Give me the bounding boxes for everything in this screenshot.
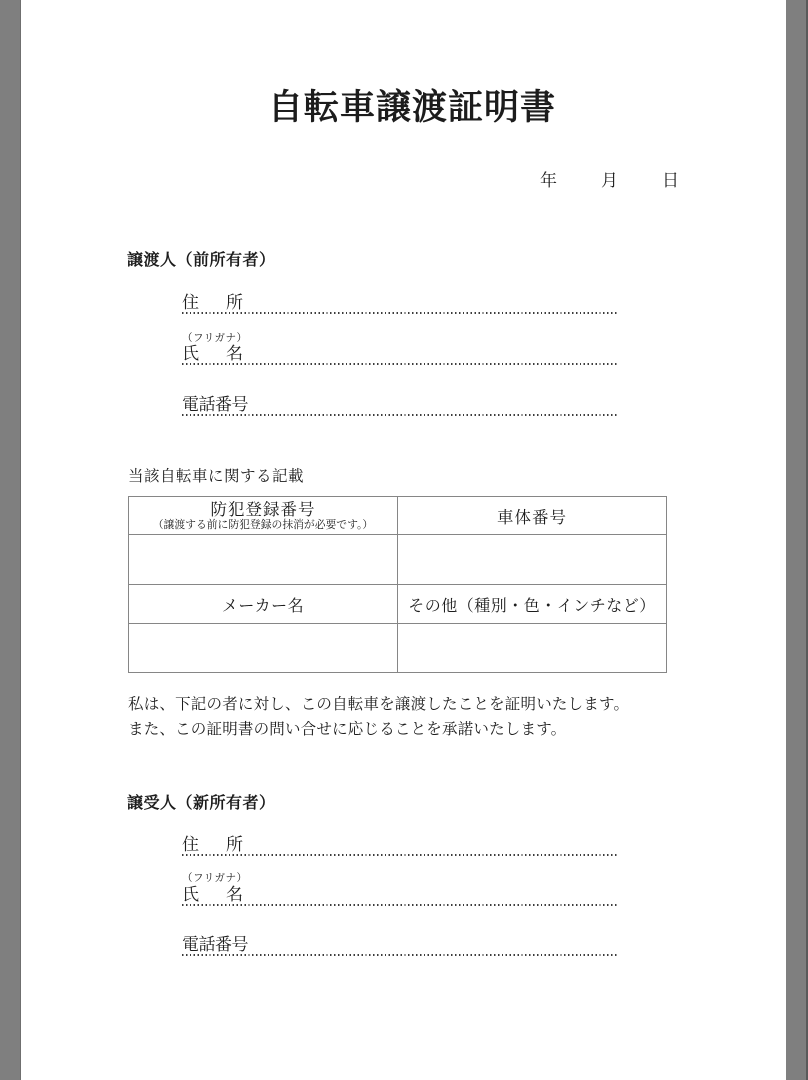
name-label-char-2: 名 xyxy=(226,885,243,904)
reg-number-title: 防犯登録番号 xyxy=(210,501,316,519)
table-entry-row-1 xyxy=(129,535,667,585)
certification-statement xyxy=(128,692,629,742)
table-entry-row-2 xyxy=(129,624,667,673)
other-entry-cell xyxy=(398,624,667,673)
date-day-label: 日 xyxy=(662,171,679,190)
bicycle-details-table xyxy=(128,496,667,673)
table-header-row-1 xyxy=(129,497,667,535)
date-month-label: 月 xyxy=(601,171,618,190)
table-header-row-2 xyxy=(129,585,667,624)
transferee-name-field xyxy=(182,884,619,906)
address-label-char-1: 住 xyxy=(182,293,199,312)
transferee-address-field xyxy=(182,834,619,856)
transferee-name-label xyxy=(182,886,243,904)
address-label-char-1: 住 xyxy=(182,835,199,854)
reg-number-note: （譲渡する前に防犯登録の抹消が必要です。） xyxy=(152,519,374,531)
other-header-cell: その他（種別・色・インチなど） xyxy=(398,585,667,624)
name-label-char-1: 氏 xyxy=(182,344,199,363)
transferor-address-field xyxy=(182,292,619,314)
transferor-phone-label: 電話番号 xyxy=(182,395,248,414)
maker-header-cell: メーカー名 xyxy=(129,585,398,624)
maker-entry-cell xyxy=(129,624,398,673)
viewer-right-margin xyxy=(786,0,808,1080)
address-label-char-2: 所 xyxy=(226,835,243,854)
viewer-left-margin xyxy=(0,0,21,1080)
transferor-heading: 譲渡人（前所有者） xyxy=(127,252,276,269)
address-label-char-2: 所 xyxy=(226,293,243,312)
transferee-phone-field xyxy=(182,934,619,956)
frame-number-entry-cell xyxy=(398,535,667,585)
transferor-address-label xyxy=(182,294,243,312)
date-year-label: 年 xyxy=(540,171,557,190)
transferee-heading: 譲受人（新所有者） xyxy=(127,795,276,812)
reg-number-entry-cell xyxy=(129,535,398,585)
name-label-char-1: 氏 xyxy=(182,885,199,904)
transferee-address-label xyxy=(182,836,243,854)
statement-line-2: また、この証明書の問い合せに応じることを承諾いたします。 xyxy=(128,721,567,738)
transferor-furigana-label: （フリガナ） xyxy=(182,332,248,344)
transferor-phone-field xyxy=(182,394,619,416)
date-line xyxy=(540,171,679,190)
reg-number-header-cell xyxy=(129,497,398,535)
transferor-name-label xyxy=(182,345,243,363)
name-label-char-2: 名 xyxy=(226,344,243,363)
transferee-furigana-label: （フリガナ） xyxy=(182,872,248,884)
frame-number-title: 車体番号 xyxy=(497,508,567,527)
transferee-phone-label: 電話番号 xyxy=(182,935,248,954)
statement-line-1: 私は、下記の者に対し、この自転車を譲渡したことを証明いたします。 xyxy=(128,696,630,713)
frame-number-header-cell xyxy=(398,497,667,535)
transferor-name-field xyxy=(182,343,619,365)
page-title: 自転車譲渡証明書 xyxy=(267,88,556,127)
bicycle-section-heading: 当該自転車に関する記載 xyxy=(128,468,305,485)
